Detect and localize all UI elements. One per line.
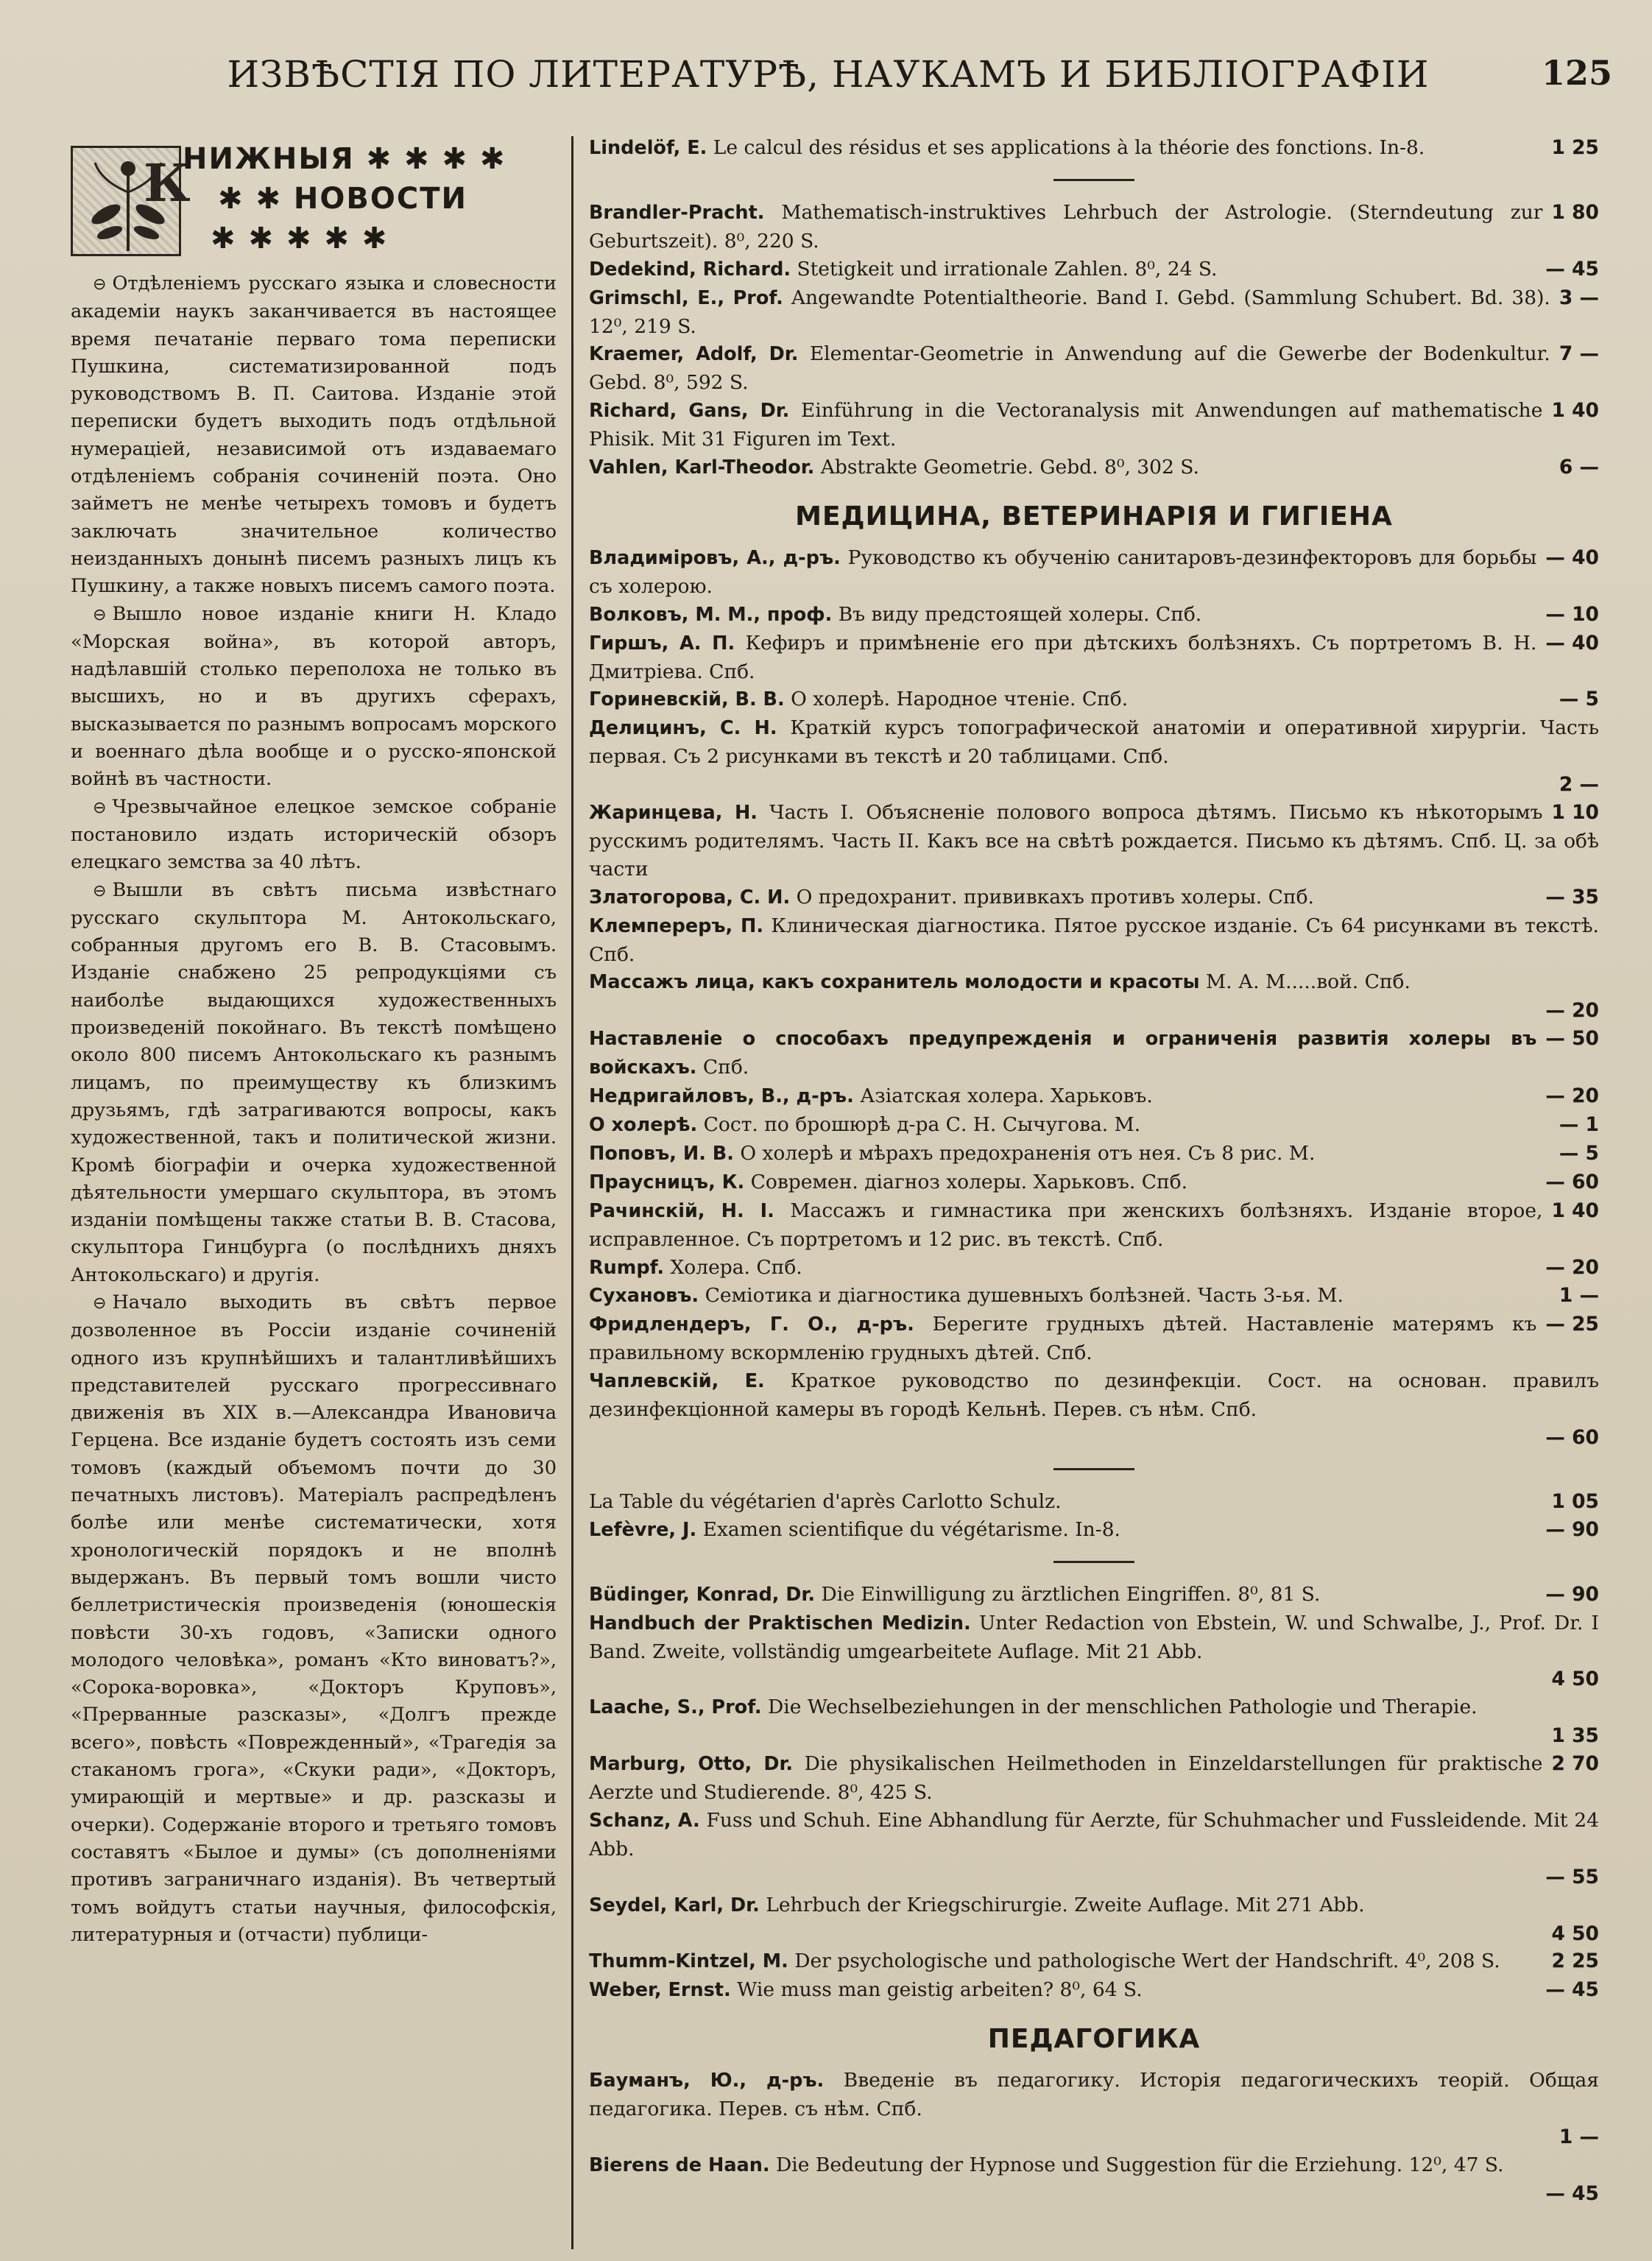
entry-author: Волковъ, М. М., проф. [589, 603, 833, 626]
entry-title: Спб. [702, 1056, 749, 1079]
entry-title: Fuss und Schuh. Eine Abhandlung für Aerzte, für Schuhmacher und Fussleidende. Mit 24 Abb. [589, 1808, 1599, 1860]
book-news-column [71, 138, 557, 1949]
news-paragraph [71, 1289, 557, 1949]
entry-author: Сухановъ. [589, 1285, 699, 1308]
floral-initial-icon [71, 146, 191, 256]
entry-price: — 10 [1545, 602, 1599, 626]
bibliography-entry [589, 199, 1599, 255]
bibliography-group-math-2 [589, 199, 1599, 482]
entry-price: 2 — [1559, 773, 1599, 797]
section-title-medicine: МЕДИЦИНА, ВЕТЕРИНАРІЯ И ГИГІЕНА [795, 501, 1393, 532]
entry-price: — 25 [1545, 1313, 1599, 1336]
entry-author: Златогорова, С. И. [589, 886, 791, 909]
entry-author: Бауманъ, Ю., д-ръ. [589, 2070, 825, 2092]
entry-price: — 45 [1545, 2181, 1599, 2205]
entry-author: Праусницъ, К. [589, 1171, 745, 1193]
entry-title: Современ. діагноз холеры. Харьковъ. Спб. [750, 1170, 1188, 1193]
entry-author: Vahlen, Karl-Theodor. [589, 456, 815, 479]
entry-title: Stetigkeit und irrationale Zahlen. 8⁰, 24 S. [797, 257, 1218, 281]
entry-author: Недригайловъ, В., д-ръ. [589, 1085, 854, 1108]
news-paragraph [71, 877, 557, 1289]
entry-title: Сост. по брошюрѣ д-ра С. Н. Сычугова. М. [703, 1113, 1141, 1136]
bibliography-entry [589, 255, 1599, 284]
entry-title: Einführung in die Vectoranalysis mit Anwendungen auf mathematische Phisik. Mit 31 Figuren im Text. [589, 399, 1543, 451]
bibliography-entry [589, 629, 1599, 686]
bibliography-entry [589, 1282, 1599, 1311]
running-title: ИЗВѢСТІЯ ПО ЛИТЕРАТУРѢ, НАУКАМЪ И БИБЛІОГРАФІИ [227, 53, 1430, 96]
entry-title: Die Einwilligung zu ärztlichen Eingriffen. 8⁰, 81 S. [821, 1582, 1321, 1606]
entry-author: Dedekind, Richard. [589, 258, 791, 281]
entry-price: — 20 [1545, 1084, 1599, 1108]
bibliography-entry [589, 685, 1599, 714]
entry-author: Рачинскій, Н. І. [589, 1199, 774, 1222]
bibliography-entry [589, 397, 1599, 454]
entry-price: — 20 [1545, 1255, 1599, 1279]
entry-title: Der psychologische und pathologische Wert der Handschrift. 4⁰, 208 S. [794, 1950, 1500, 1973]
entry-title: О предохранит. прививкахъ противъ холеры. Спб. [796, 885, 1314, 909]
entry-price: — 45 [1545, 257, 1599, 281]
entry-author: Brandler-Pracht. [589, 201, 765, 224]
bibliography-entry [589, 340, 1599, 397]
bibliography-entry [589, 1140, 1599, 1168]
entry-title: Die Bedeutung der Hypnose und Suggestion für die Erziehung. 12⁰, 47 S. [776, 2153, 1504, 2176]
separator-rule [1053, 179, 1134, 181]
entry-price: — 40 [1545, 546, 1599, 569]
entry-price: 1 — [1559, 2126, 1599, 2148]
paragraph-bullet-icon: ⊖ [93, 798, 107, 817]
entry-price: 1 05 [1551, 1489, 1599, 1513]
entry-price: 6 — [1559, 456, 1599, 479]
entry-title: Examen scientifique du végétarisme. In-8. [702, 1517, 1120, 1541]
entry-title: Wie muss man geistig arbeiten? 8⁰, 64 S. [737, 1978, 1143, 2002]
entry-price: — 90 [1545, 1582, 1599, 1606]
news-paragraph [71, 794, 557, 877]
entry-price: 1 35 [1551, 1724, 1599, 1748]
bibliography-entry [589, 1311, 1599, 1367]
heading-line-2: ✱ ✱ НОВОСТИ [218, 182, 467, 216]
paragraph-bullet-icon: ⊖ [93, 605, 107, 624]
entry-title: Массажъ и гимнастика при женскихъ болѣзняхъ. Изданіе второе, исправленное. Съ портретомъ и 12 рис. въ текстѣ. Спб. [589, 1199, 1543, 1251]
bibliography-group-vegetarian [589, 1488, 1599, 1545]
entry-author: Lindelöf, E. [589, 137, 707, 159]
bibliography-entry [589, 1111, 1599, 1140]
entry-price: 4 50 [1551, 1668, 1599, 1691]
entry-title: Le calcul des résidus et ses applications à la théorie des fonctions. In-8. [713, 136, 1425, 159]
page-number: 125 [1541, 53, 1612, 93]
entry-title: Кефиръ и примѣненіе его при дѣтскихъ болѣзняхъ. Съ портретомъ В. Н. Дмитріева. Спб. [589, 631, 1537, 683]
bibliography-entry [589, 968, 1599, 1025]
svg-text:К: К [144, 152, 191, 214]
bibliography-entry [589, 883, 1599, 912]
entry-author: Чаплевскій, Е. [589, 1370, 765, 1393]
entry-price: 1 10 [1551, 801, 1599, 825]
entry-price: 2 25 [1551, 1950, 1599, 1973]
entry-author: Büdinger, Konrad, Dr. [589, 1583, 816, 1606]
bibliography-entry [589, 1197, 1599, 1254]
entry-price: 1 80 [1551, 200, 1599, 224]
entry-author: Владиміровъ, А., д-ръ. [589, 546, 841, 569]
entry-price: — 60 [1545, 1425, 1599, 1449]
entry-author: Фридлендеръ, Г. О., д-ръ. [589, 1313, 914, 1336]
bibliography-column [589, 134, 1599, 2208]
bibliography-entry [589, 284, 1599, 341]
entry-price: — 90 [1545, 1517, 1599, 1541]
entry-author: Schanz, A. [589, 1809, 700, 1832]
entry-price: 1 — [1559, 1284, 1599, 1308]
bibliography-entry [589, 454, 1599, 482]
entry-price: — 5 [1559, 1141, 1599, 1165]
paragraph-bullet-icon: ⊖ [93, 275, 107, 294]
bibliography-entry [589, 1750, 1599, 1807]
entry-title: Въ виду предстоящей холеры. Спб. [838, 602, 1202, 626]
bibliography-entry [589, 1609, 1599, 1694]
entry-title: La Table du végétarien d'après Carlotto Schulz. [589, 1489, 1062, 1513]
news-paragraph [71, 270, 557, 601]
paragraph-bullet-icon: ⊖ [93, 1294, 107, 1313]
bibliography-entry [589, 1693, 1599, 1750]
entry-title: М. А. М.....вой. Спб. [1206, 970, 1411, 994]
entry-author: Гиршъ, А. П. [589, 632, 735, 655]
entry-price: 1 25 [1551, 136, 1599, 159]
entry-author: Клемпереръ, П. [589, 914, 764, 937]
bibliography-entry [589, 1947, 1599, 1976]
entry-price: 7 — [1559, 342, 1599, 366]
separator-rule [1053, 1468, 1134, 1470]
entry-price: — 60 [1545, 1170, 1599, 1193]
bibliography-entry [589, 2067, 1599, 2151]
entry-author: О холерѣ. [589, 1114, 698, 1136]
paragraph-text: Чрезвычайное елецкое земское собраніе постановило издать историческій обзоръ елецкаго земства за 40 лѣтъ. [71, 795, 557, 874]
entry-price: — 35 [1545, 885, 1599, 909]
bibliography-entry [589, 2151, 1599, 2208]
paragraph-text: Начало выходить въ свѣтъ первое дозволенное въ Россіи изданіе сочиненій одного изъ крупнѣйшихъ и талантливѣйшихъ представителей русскаго прогрессивнаго движенія въ XIX в.—Александра Ивановича Герцена. Все изданіе будетъ состоять изъ семи томовъ (каждый объемомъ почти до 30 печатныхъ листовъ). Матеріалъ распредѣленъ болѣе или менѣе систематически, хотя хронологическій порядокъ и не вполнѣ выдержанъ. Въ первый томъ вошли чисто беллетристическія произведенія (юношескія повѣсти 30-хъ годовъ, «Записки одного молодого человѣка», романъ «Кто виноватъ?», «Сорока-воровка», «Докторъ Круповъ», «Прерванные разсказы», «Долгъ прежде всего», повѣсть «Поврежденный», «Трагедія за стаканомъ грога», «Скуки ради», «Докторъ, умирающій и мертвые» и др. разсказы и очерки). Содержаніе второго и третьяго томовъ составятъ «Былое и думы» (съ дополненіями противъ заграничнаго изданія). Въ четвертый томъ войдутъ статьи научныя, философскія, литературныя и (отчасти) публици- [71, 1291, 557, 1946]
bibliography-entry [589, 134, 1599, 163]
entry-author: Гориневскій, В. В. [589, 688, 785, 711]
news-paragraph [71, 601, 557, 794]
entry-title: Руководство къ обученію санитаровъ-дезинфекторовъ для борьбы съ холерою. [589, 546, 1537, 598]
entry-title: Краткій курсъ топографической анатоміи и оперативной хирургіи. Часть первая. Съ 2 рисунками въ текстѣ и 20 таблицами. Спб. [589, 716, 1599, 769]
entry-title: Берегите грудныхъ дѣтей. Наставленіе матерямъ къ правильному вскормленію грудныхъ дѣтей. Спб. [589, 1313, 1537, 1365]
entry-title: Введеніе въ педагогику. Исторія педагогическихъ теорій. Общая педагогика. Перев. съ нѣм. Спб. [589, 2069, 1599, 2121]
entry-title: Angewandte Potentialtheorie. Band I. Gebd. (Sammlung Schubert. Bd. 38). 12⁰, 219 S. [589, 286, 1550, 338]
section-title-pedagogy: ПЕДАГОГИКА [987, 2024, 1201, 2055]
entry-author: Rumpf. [589, 1256, 664, 1279]
entry-price: — 50 [1545, 1027, 1599, 1051]
bibliography-entry [589, 544, 1599, 601]
entry-author: Делицинъ, С. Н. [589, 717, 777, 740]
entry-title: Die physikalischen Heilmethoden in Einzeldarstellungen für praktische Aerzte und Studierende. 8⁰, 425 S. [589, 1752, 1543, 1805]
entry-price: 4 50 [1551, 1922, 1599, 1945]
entry-author: Thumm-Kintzel, M. [589, 1950, 788, 1973]
bibliography-entry [589, 1516, 1599, 1545]
bibliography-entry [589, 1891, 1599, 1948]
entry-title: О холерѣ и мѣрахъ предохраненія отъ нея. Съ 8 рис. М. [740, 1141, 1316, 1165]
bibliography-entry [589, 799, 1599, 883]
paragraph-text: Отдѣленіемъ русскаго языка и словесности академіи наукъ заканчивается въ настоящее время печатаніе перваго тома переписки Пушкина, систематизированной подъ руководствомъ В. П. Саитова. Изданіе этой переписки будетъ выходить подъ отдѣльной нумераціей, независимой отъ издаваемаго отдѣленіемъ собранія сочиненій поэта. Оно займетъ не менѣе четырехъ томовъ и будетъ заключать значительное количество неизданныхъ донынѣ писемъ разныхъ лицъ къ Пушкину, а также новыхъ писемъ самого поэта. [71, 272, 557, 598]
entry-price: 3 — [1559, 286, 1599, 309]
paragraph-bullet-icon: ⊖ [93, 881, 107, 900]
entry-author: Массажъ лица, какъ сохранитель молодости и красоты [589, 971, 1200, 994]
entry-author: Weber, Ernst. [589, 1979, 731, 2002]
entry-title: Elementar-Geometrie in Anwendung auf die Gewerbe der Bodenkultur. Gebd. 8⁰, 592 S. [589, 342, 1550, 395]
entry-author: Seydel, Karl, Dr. [589, 1894, 760, 1916]
entry-price: — 5 [1559, 688, 1599, 711]
entry-author: Lefèvre, J. [589, 1518, 697, 1541]
bibliography-entry [589, 1367, 1599, 1452]
entry-title: Клиническая діагностика. Пятое русское изданіе. Съ 64 рисунками въ текстѣ. Спб. [589, 914, 1599, 966]
entry-title: Lehrbuch der Kriegschirurgie. Zweite Auflage. Mit 271 Abb. [766, 1893, 1365, 1916]
entry-author: Жаринцева, Н. [589, 802, 758, 825]
entry-price: — 1 [1559, 1113, 1599, 1136]
column-divider [571, 136, 573, 2249]
bibliography-entry [589, 1168, 1599, 1197]
entry-title: Unter Redaction von Ebstein, W. und Schwalbe, J., Prof. Dr. I Band. Zweite, vollständig umgearbeitete Auflage. Mit 21 Abb. [589, 1611, 1599, 1663]
bibliography-group-pedagogy [589, 2067, 1599, 2208]
entry-author: Bierens de Haan. [589, 2154, 770, 2176]
entry-title: Азіатская холера. Харьковъ. [860, 1084, 1153, 1108]
entry-title: Abstrakte Geometrie. Gebd. 8⁰, 302 S. [820, 456, 1199, 479]
entry-title: Холера. Спб. [670, 1255, 802, 1279]
entry-price: 2 70 [1551, 1752, 1599, 1776]
bibliography-entry [589, 714, 1599, 799]
paragraph-text: Вышло новое изданіе книги Н. Кладо «Морская война», въ которой авторъ, надѣлавшій столько переполоха не только въ высшихъ, но и въ другихъ сферахъ, высказывается по разнымъ вопросамъ морского и военнаго дѣла вообще и о русско-японской войнѣ въ частности. [71, 602, 557, 791]
bibliography-entry [589, 1807, 1599, 1891]
entry-author: Handbuch der Praktischen Medizin. [589, 1612, 971, 1634]
entry-price: — 40 [1545, 631, 1599, 655]
entry-author: Наставленіе о способахъ предупрежденія и ограниченія развитія холеры въ войскахъ. [589, 1028, 1537, 1079]
separator-rule [1053, 1561, 1134, 1563]
entry-title: Mathematisch-instruktives Lehrbuch der Astrologie. (Sterndeutung zur Geburtszeit). 8⁰, 220 S. [589, 200, 1543, 253]
entry-title: Die Wechselbeziehungen in der menschlichen Pathologie und Therapie. [768, 1696, 1478, 1719]
bibliography-entry [589, 1254, 1599, 1283]
bibliography-entry [589, 1976, 1599, 2005]
entry-author: Laache, S., Prof. [589, 1696, 762, 1719]
entry-title: О холерѣ. Народное чтеніе. Спб. [791, 688, 1129, 711]
book-news-heading [71, 138, 557, 267]
heading-line-3: ✱ ✱ ✱ ✱ ✱ [211, 222, 389, 255]
bibliography-group-math-1 [589, 134, 1599, 163]
entry-author: Richard, Gans, Dr. [589, 400, 790, 423]
entry-price: — 45 [1545, 1978, 1599, 2002]
news-paragraphs [71, 270, 557, 1949]
entry-title: Часть I. Объясненіе полового вопроса дѣтямъ. Письмо къ нѣкоторымъ русскимъ родителямъ. Часть II. Какъ все на свѣтѣ рождается. Письмо къ дѣтямъ. Спб. Ц. за обѣ части [589, 801, 1599, 881]
entry-price: 1 40 [1551, 399, 1599, 423]
entry-title: Семіотика и діагностика душевныхъ болѣзней. Часть 3-ья. М. [705, 1284, 1344, 1308]
bibliography-entry [589, 1025, 1599, 1082]
entry-price: 1 40 [1551, 1199, 1599, 1222]
bibliography-entry [589, 601, 1599, 629]
entry-title: Краткое руководство по дезинфекціи. Сост. на основан. правилъ дезинфекціонной камеры въ городѣ Кельнѣ. Перев. съ нѣм. Спб. [589, 1369, 1599, 1422]
entry-author: Kraemer, Adolf, Dr. [589, 343, 799, 366]
paragraph-text: Вышли въ свѣтъ письма извѣстнаго русскаго скульптора М. Антокольскаго, собранныя другомъ его В. В. Стасовымъ. Изданіе снабжено 25 репродукціями съ наиболѣе выдающихся художественныхъ произведеній покойнаго. Въ текстѣ помѣщено около 800 писемъ Антокольскаго къ разнымъ лицамъ, по преимуществу къ близкимъ друзьямъ, гдѣ затрагиваются вопросы, какъ художественной, такъ и политической жизни. Кромѣ біографіи и очерка художественной дѣятельности умершаго скульптора, въ этомъ изданіи помѣщены также статьи В. В. Стасова, скульптора Гинцбурга (о послѣднихъ дняхъ Антокольскаго) и другія. [71, 878, 557, 1286]
running-head [44, 53, 1612, 105]
entry-author: Поповъ, И. В. [589, 1142, 734, 1165]
bibliography-entry [589, 1082, 1599, 1111]
entry-price: — 20 [1545, 999, 1599, 1023]
bibliography-entry [589, 1488, 1599, 1516]
heading-line-1: НИЖНЫЯ ✱ ✱ ✱ ✱ [183, 142, 506, 176]
entry-author: Grimschl, E., Prof. [589, 286, 783, 309]
bibliography-entry [589, 912, 1599, 969]
bibliography-group-medicine-ru [589, 544, 1599, 1452]
entry-price: — 55 [1545, 1865, 1599, 1888]
bibliography-group-medicine-de [589, 1581, 1599, 2006]
bibliography-entry [589, 1581, 1599, 1609]
entry-author: Marburg, Otto, Dr. [589, 1753, 794, 1776]
